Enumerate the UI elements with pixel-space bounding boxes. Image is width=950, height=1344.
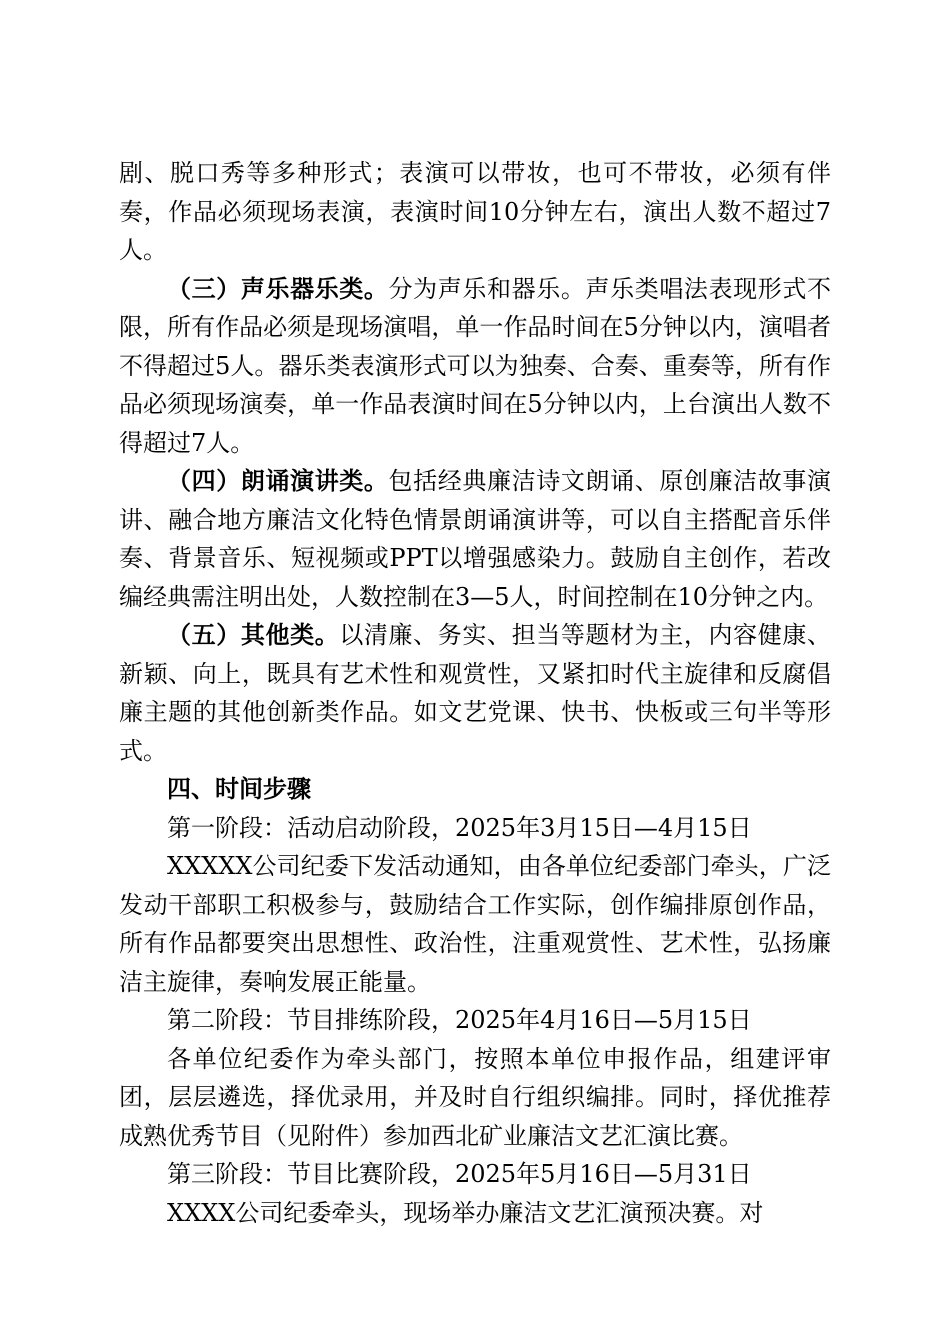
- paragraph-recitation-speech: [119, 462, 831, 616]
- item-body-vocal: 分为声乐和器乐。声乐类唱法表现形式不限，所有作品必须是现场演唱，单一作品时间在5分钟以内，演唱者不得超过5人。器乐类表演形式可以为独奏、合奏、重奏等，所有作品必须现场演奏，单一作品表演时间在5分钟以内，上台演出人数不得超过7人。: [119, 274, 832, 457]
- stage-2-body: 各单位纪委作为牵头部门，按照本单位申报作品，组建评审团，层层遴选，择优录用，并及时自行组织编排。同时，择优推荐成熟优秀节目（见附件）参加西北矿业廉洁文艺汇演比赛。: [119, 1044, 831, 1150]
- stage-3-body: XXXX公司纪委牵头，现场举办廉洁文艺汇演预决赛。对: [167, 1198, 764, 1227]
- stage-2-title: 第二阶段：节目排练阶段，2025年4月16日—5月15日: [167, 1006, 752, 1034]
- paragraph-other: [119, 616, 831, 770]
- item-body-recitation: 包括经典廉洁诗文朗诵、原创廉洁故事演讲、融合地方廉洁文化特色情景朗诵演讲等，可以自主搭配音乐伴奏、背景音乐、短视频或PPT以增强感染力。鼓励自主创作，若改编经典需注明出处，人数控制在3—5人，时间控制在10分钟之内。: [119, 467, 832, 611]
- item-heading-vocal: （三）声乐器乐类。: [167, 274, 389, 303]
- paragraph-performance-form: 剧、脱口秀等多种形式；表演可以带妆，也可不带妆，必须有伴奏，作品必须现场表演，表演时间10分钟左右，演出人数不超过7人。: [119, 159, 831, 264]
- section-heading-schedule: 四、时间步骤: [167, 775, 311, 803]
- stage-1-body: XXXXX公司纪委下发活动通知，由各单位纪委部门牵头，广泛发动干部职工积极参与，鼓励结合工作实际，创作编排原创作品，所有作品都要突出思想性、政治性，注重观赏性、艺术性，弘扬廉洁主旋律，奏响发展正能量。: [119, 852, 831, 996]
- item-heading-other: （五）其他类。: [167, 621, 340, 649]
- item-heading-recitation: （四）朗诵演讲类。: [167, 467, 389, 495]
- stage-1-title: 第一阶段：活动启动阶段，2025年3月15日—4月15日: [167, 813, 752, 842]
- stage-3-title: 第三阶段：节目比赛阶段，2025年5月16日—5月31日: [167, 1160, 752, 1188]
- document-page: [119, 154, 831, 1232]
- paragraph-vocal-instrumental: [119, 270, 831, 463]
- item-body-other: 以清廉、务实、担当等题材为主，内容健康、新颖、向上，既具有艺术性和观赏性，又紧扣时代主旋律和反腐倡廉主题的其他创新类作品。如文艺党课、快书、快板或三句半等形式。: [119, 621, 832, 765]
